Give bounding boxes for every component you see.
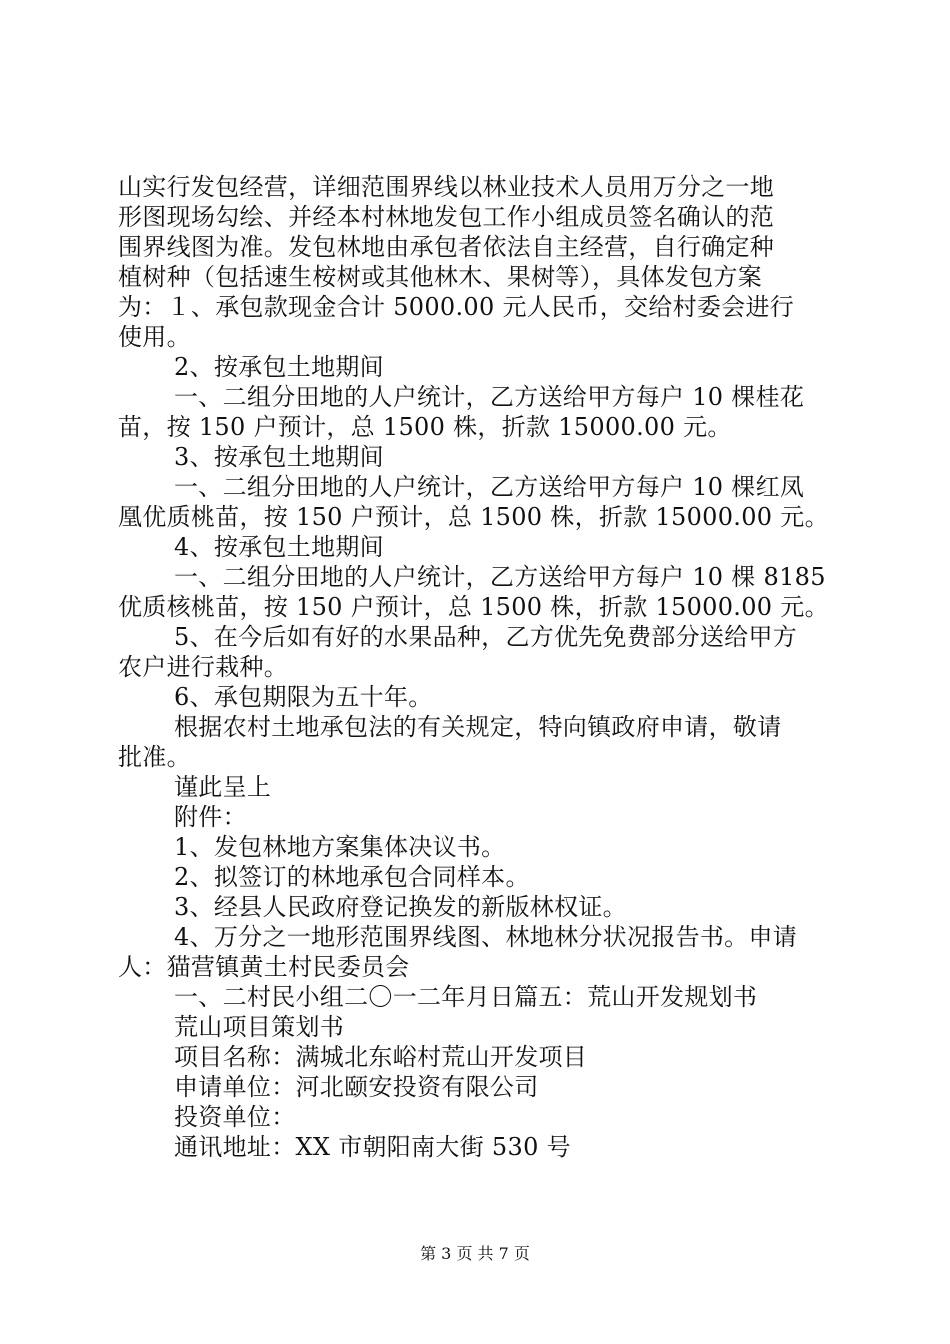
paragraph-line: 围界线图为准。发包林地由承包者依法自主经营，自行确定种 — [118, 233, 775, 261]
paragraph-line: 山实行发包经营，详细范围界线以林业技术人员用万分之一地 — [118, 173, 775, 201]
paragraph-line: 5、在今后如有好的水果品种，乙方优先免费部分送给甲方 — [174, 623, 798, 651]
paragraph-line: 3、按承包土地期间 — [174, 443, 384, 471]
paragraph-line: 项目名称：满城北东峪村荒山开发项目 — [174, 1043, 588, 1071]
paragraph-line: 农户进行栽种。 — [118, 653, 289, 681]
paragraph-line: 优质核桃苗，按 150 户预计，总 1500 株，折款 15000.00 元。 — [118, 593, 829, 621]
paragraph-line: 申请单位：河北颐安投资有限公司 — [174, 1073, 539, 1101]
paragraph-line: 形图现场勾绘、并经本村林地发包工作小组成员签名确认的范 — [118, 203, 775, 231]
paragraph-line: 一、二组分田地的人户统计，乙方送给甲方每户 10 棵红凤 — [174, 473, 805, 501]
paragraph-line: 根据农村土地承包法的有关规定，特向镇政府申请，敬请 — [174, 713, 782, 741]
paragraph-line: 人：猫营镇黄土村民委员会 — [118, 953, 410, 981]
paragraph-line: 投资单位： — [174, 1103, 296, 1131]
paragraph-line: 苗，按 150 户预计，总 1500 株，折款 15000.00 元。 — [118, 413, 732, 441]
paragraph-line: 一、二村民小组二〇一二年月日篇五：荒山开发规划书 — [174, 983, 758, 1011]
paragraph-line: 附件： — [174, 803, 247, 831]
paragraph-line: 植树种（包括速生桉树或其他林木、果树等），具体发包方案 — [118, 263, 763, 291]
paragraph-line: 为：１、承包款现金合计 5000.00 元人民币，交给村委会进行 — [118, 293, 795, 321]
paragraph-line: 6、承包期限为五十年。 — [174, 683, 433, 711]
paragraph-line: 使用。 — [118, 323, 191, 351]
paragraph-line: 4、按承包土地期间 — [174, 533, 384, 561]
page-footer — [0, 1244, 950, 1264]
paragraph-line: 3、经县人民政府登记换发的新版林权证。 — [174, 893, 627, 921]
paragraph-line: 一、二组分田地的人户统计，乙方送给甲方每户 10 棵 8185 — [174, 563, 826, 591]
paragraph-line: 4、万分之一地形范围界线图、林地林分状况报告书。申请 — [174, 923, 798, 951]
page-number: 第 3 页 共 7 页 — [420, 1244, 530, 1263]
paragraph-line: 一、二组分田地的人户统计，乙方送给甲方每户 10 棵桂花 — [174, 383, 805, 411]
paragraph-line: 2、按承包土地期间 — [174, 353, 384, 381]
document-body — [118, 172, 834, 1162]
paragraph-line: 通讯地址：XX 市朝阳南大街 530 号 — [174, 1133, 571, 1161]
paragraph-line: 2、拟签订的林地承包合同样本。 — [174, 863, 530, 891]
paragraph-line: 谨此呈上 — [174, 773, 272, 801]
paragraph-line: 1、发包林地方案集体决议书。 — [174, 833, 506, 861]
paragraph-line: 荒山项目策划书 — [174, 1013, 345, 1041]
paragraph-line: 凰优质桃苗，按 150 户预计，总 1500 株，折款 15000.00 元。 — [118, 503, 829, 531]
paragraph-line: 批准。 — [118, 743, 191, 771]
